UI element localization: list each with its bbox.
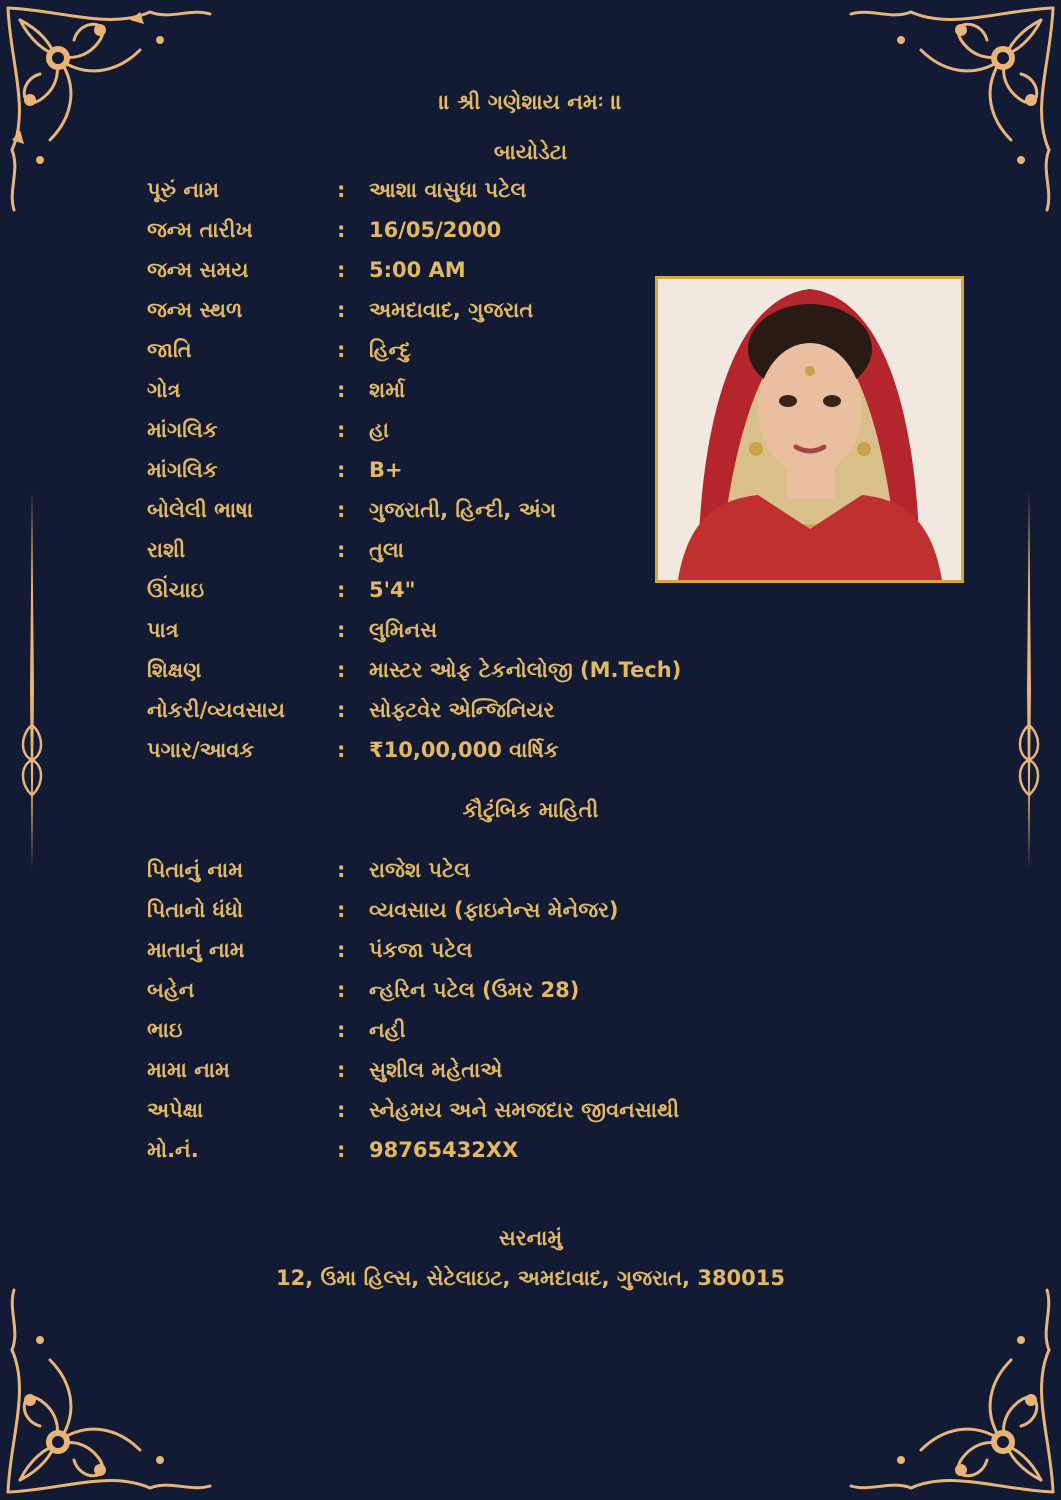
family-details [147,850,679,1170]
row-value: શર્મા [369,377,406,402]
detail-row-zodiac [147,530,681,570]
row-colon: : [337,858,346,882]
row-label: પગાર/આવક [147,737,255,762]
family-row-maternal-uncle [147,1050,679,1090]
row-value: નહી [369,1017,406,1042]
row-colon: : [337,178,346,202]
row-colon: : [337,578,346,602]
row-colon: : [337,1018,346,1042]
row-colon: : [337,1058,346,1082]
row-value: માસ્ટર ઓફ ટેકનોલોજી (M.Tech) [369,657,682,682]
family-row-expectation [147,1090,679,1130]
detail-row-education [147,650,681,690]
family-row-father-name [147,850,679,890]
row-value: 16/05/2000 [369,218,502,242]
row-label: ભાઇ [147,1017,183,1042]
row-value: સોફ્ટવેર એન્જિનિયર [369,697,555,722]
personal-details [147,170,681,770]
corner-floral-ornament-bottom-left [0,1280,220,1500]
row-label: શિક્ષણ [147,657,202,682]
family-row-father-occupation [147,890,679,930]
row-colon: : [337,1138,346,1162]
row-value: હિન્દુ [369,337,411,362]
row-colon: : [337,698,346,722]
row-colon: : [337,618,346,642]
family-row-mother-name [147,930,679,970]
row-value: સ્નેહમય અને સમજદાર જીવનસાથી [369,1097,680,1122]
row-value: લુમિનસ [369,617,438,642]
row-colon: : [337,738,346,762]
row-label: મામા નામ [147,1057,230,1082]
detail-row-occupation [147,690,681,730]
row-label: પૂરું નામ [147,177,219,202]
detail-row-languages [147,490,681,530]
detail-row-income [147,730,681,770]
detail-row-full-name [147,170,681,210]
detail-row-birth-time [147,250,681,290]
row-colon: : [337,418,346,442]
detail-row-gotra [147,370,681,410]
row-label: જાતિ [147,337,192,362]
address-title: સરનામું [498,1226,563,1250]
row-value: પંકજા પટેલ [369,937,473,962]
row-label: જન્મ તારીખ [147,217,253,242]
family-section-title: કૌટુંબિક માહિતી [462,798,599,822]
row-value: 5:00 AM [369,258,466,282]
row-value: અમદાવાદ, ગુજરાત [369,297,534,322]
biodata-title: બાયોડેટા [493,140,568,164]
address-value: 12, ઉમા હિલ્સ, સેટેલાઇટ, અમદાવાદ, ગુજરાત, 380015 [275,1266,786,1290]
row-value: આશા વાસુધા પટેલ [369,177,527,202]
row-value: ₹10,00,000 વાર્ષિક [369,737,559,762]
row-value: વ્યવસાય (ફાઇનેન્સ મેનેજર) [369,897,619,922]
family-row-brother [147,1010,679,1050]
row-colon: : [337,938,346,962]
invocation-heading: ॥ શ્રી ગણેશાય નમઃ ॥ [438,90,623,114]
row-label: પાત્ર [147,617,179,642]
detail-row-manglik [147,410,681,450]
detail-row-birth-date [147,210,681,250]
detail-row-caste [147,330,681,370]
row-value: 98765432XX [369,1138,519,1162]
row-colon: : [337,298,346,322]
row-label: જન્મ સમય [147,257,249,282]
row-value: ન્હરિન પટેલ (ઉમર 28) [369,977,580,1002]
row-label: જન્મ સ્થળ [147,297,243,322]
row-label: મો.નં. [147,1137,199,1162]
detail-row-complexion [147,610,681,650]
row-label: માંગલિક [147,457,218,482]
row-label: બોલેલી ભાષા [147,497,254,522]
row-value: રાજેશ પટેલ [369,857,471,882]
row-label: અપેક્ષા [147,1097,204,1122]
row-label: રાશી [147,537,186,562]
row-label: માતાનું નામ [147,937,245,962]
row-colon: : [337,378,346,402]
row-label: માંગલિક [147,417,218,442]
detail-row-birth-place [147,290,681,330]
row-colon: : [337,538,346,562]
row-colon: : [337,218,346,242]
row-colon: : [337,898,346,922]
profile-photo-illustration [658,279,961,580]
family-row-mobile [147,1130,679,1170]
row-colon: : [337,258,346,282]
corner-floral-ornament-bottom-right [841,1280,1061,1500]
row-colon: : [337,498,346,522]
row-value: ગુજરાતી, હિન્દી, અંગ [369,497,557,522]
row-colon: : [337,658,346,682]
row-value: 5'4" [369,578,416,602]
row-label: પિતાનો ધંધો [147,897,244,922]
row-colon: : [337,458,346,482]
row-label: ગોત્ર [147,377,181,402]
row-colon: : [337,978,346,1002]
family-row-sister [147,970,679,1010]
row-value: હા [369,417,390,442]
row-label: પિતાનું નામ [147,857,244,882]
row-label: નોકરી/વ્યવસાય [147,697,285,722]
row-colon: : [337,1098,346,1122]
detail-row-height [147,570,681,610]
profile-photo [655,276,964,583]
row-value: સુશીલ મહેતાએ [369,1057,503,1082]
row-label: ઊંચાઇ [147,577,205,602]
row-value: B+ [369,458,403,482]
row-label: બહેન [147,977,195,1002]
detail-row-blood-group [147,450,681,490]
row-value: તુલા [369,537,404,562]
row-colon: : [337,338,346,362]
